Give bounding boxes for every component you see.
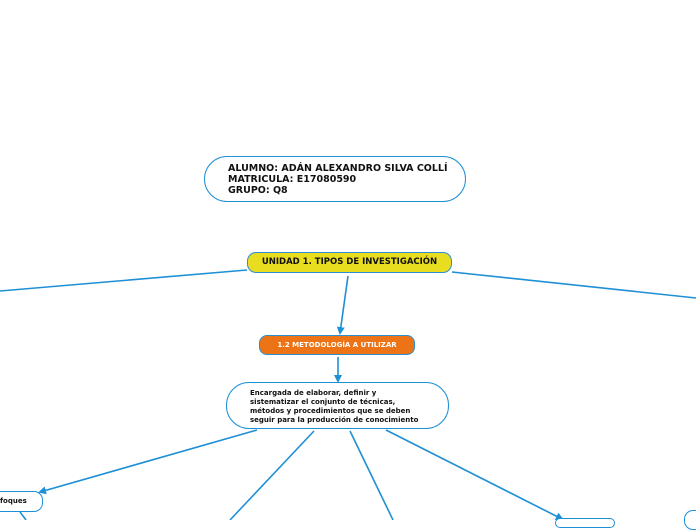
connector-enfoques-down [20, 512, 26, 520]
connector-desc-lower-left [230, 431, 314, 520]
author-info-node[interactable] [204, 156, 466, 202]
connector-unit-method [340, 276, 348, 333]
offscreen-node-far-right[interactable] [684, 510, 696, 530]
author-name: ALUMNO: ADÁN ALEXANDRO SILVA COLLÍ [228, 163, 448, 174]
enfoques-label: foques [0, 497, 27, 505]
connector-unit-left [0, 270, 247, 291]
methodology-node[interactable] [259, 335, 415, 355]
author-group: GRUPO: Q8 [228, 185, 288, 196]
description-line-4: seguir para la producción de conocimiento [250, 416, 419, 424]
unit-topic-label: UNIDAD 1. TIPOS DE INVESTIGACIÓN [261, 257, 438, 267]
author-matricula: MATRICULA: E17080590 [228, 174, 357, 185]
connector-desc-right [386, 430, 562, 519]
unit-topic-node[interactable] [247, 252, 452, 273]
description-line-1: Encargada de elaborar, definir y [250, 389, 377, 397]
enfoques-node[interactable] [0, 491, 43, 512]
connector-unit-right [452, 272, 696, 298]
methodology-label: 1.2 METODOLOGÍA A UTILIZAR [277, 341, 397, 349]
connector-desc-lower-mid [350, 431, 393, 520]
description-line-2: sistematizar el conjunto de técnicas, [250, 398, 396, 406]
connector-desc-enfoques [40, 430, 257, 492]
description-node[interactable] [226, 382, 449, 429]
description-line-3: métodos y procedimientos que se deben [250, 407, 411, 415]
